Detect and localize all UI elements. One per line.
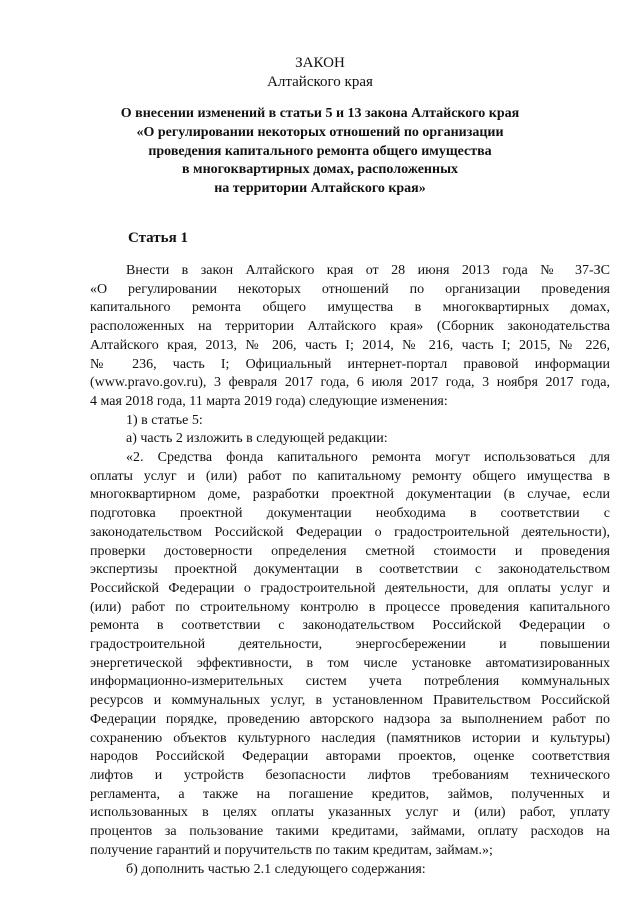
title-line: в многоквартирных домах, расположенных [181,162,458,178]
title-line: на территории Алтайского края» [214,181,426,197]
body-line: информационно-измерительных систем учета потребления коммунальных [90,674,610,690]
body-line: энергетической эффективности, в том числе установке автоматизированных [90,655,610,671]
law-title [60,105,580,199]
body-line: а) часть 2 изложить в следующей редакции: [126,431,388,447]
article-body [90,262,610,879]
article-heading: Статья 1 [128,230,188,246]
body-line: Российской Федерации о градостроительной деятельности, для оплаты услуг и [90,580,610,596]
title-line: проведения капитального ремонта общего имущества [148,143,492,159]
body-line: оплаты услуг и (или) работ по капитальному ремонту общего имущества в [90,468,610,484]
body-line: законодательством Российской Федерации о градостроительной деятельности), [90,524,610,540]
body-line: Алтайского края, 2013, № 206, часть I; 2014, № 216, часть I; 2015, № 226, [90,337,610,353]
law-region: Алтайского края [267,74,373,90]
body-line: народов Российской Федерации авторами проектов, оценке соответствия [90,749,610,765]
body-line: 4 мая 2018 года, 11 марта 2019 года) следующие изменения: [90,393,448,409]
body-line: процентов за пользование такими кредитами, займами, оплату расходов на [90,824,610,840]
body-line: «О регулировании некоторых отношений по организации проведения [90,281,610,297]
body-line: регламента, а также на погашение кредитов, займов, полученных и [90,786,610,802]
body-line: ремонта в соответствии с законодательством Российской Федерации о [90,618,610,634]
body-line: (www.pravo.gov.ru), 3 февраля 2017 года, 6 июля 2017 года, 3 ноября 2017 года, [90,375,610,391]
title-line: «О регулировании некоторых отношений по организации [136,124,504,140]
law-doc-type: ЗАКОН [295,55,345,71]
body-line: ресурсов и коммунальных услуг, в установленном Правительством Российской [90,693,610,709]
body-line: использованных в целях оплаты указанных услуг и (или) работ, уплату [90,805,610,821]
body-line: экспертизы проектной документации в соответствии с законодательством [90,562,610,578]
body-line: расположенных на территории Алтайского края» (Сборник законодательства [90,319,610,335]
body-line: лифтов и устройств безопасности лифтов требованиям технического [90,767,610,783]
body-line: капитального ремонта общего имущества в многоквартирных домах, [90,300,610,316]
body-line: «2. Средства фонда капитального ремонта могут использоваться для [126,450,610,466]
body-line: (или) работ по строительному контролю в процессе проведения капитального [90,599,610,615]
body-line: проверки достоверности определения сметной стоимости и проведения [90,543,610,559]
law-header [0,54,640,92]
body-line: градостроительной деятельности, энергосбережении и повышении [90,637,610,653]
body-line: многоквартирном доме, разработки проектной документации (в случае, если [90,487,610,503]
body-line: подготовка проектной документации необходима в соответствии с [90,506,610,522]
body-line: Федерации порядке, проведению авторского надзора за выполнением работ по [90,711,610,727]
body-line: б) дополнить частью 2.1 следующего содержания: [126,861,426,877]
body-line: получение гарантий и поручительств по таким кредитам, займам.»; [90,842,493,858]
body-line: Внести в закон Алтайского края от 28 июня 2013 года № 37-ЗС [126,263,610,278]
body-line: сохранению объектов культурного наследия (памятников истории и культуры) [90,730,610,746]
body-line: № 236, часть I; Официальный интернет-портал правовой информации [90,356,610,372]
title-line: О внесении изменений в статьи 5 и 13 закона Алтайского края [120,106,520,121]
body-line: 1) в статье 5: [126,412,203,428]
